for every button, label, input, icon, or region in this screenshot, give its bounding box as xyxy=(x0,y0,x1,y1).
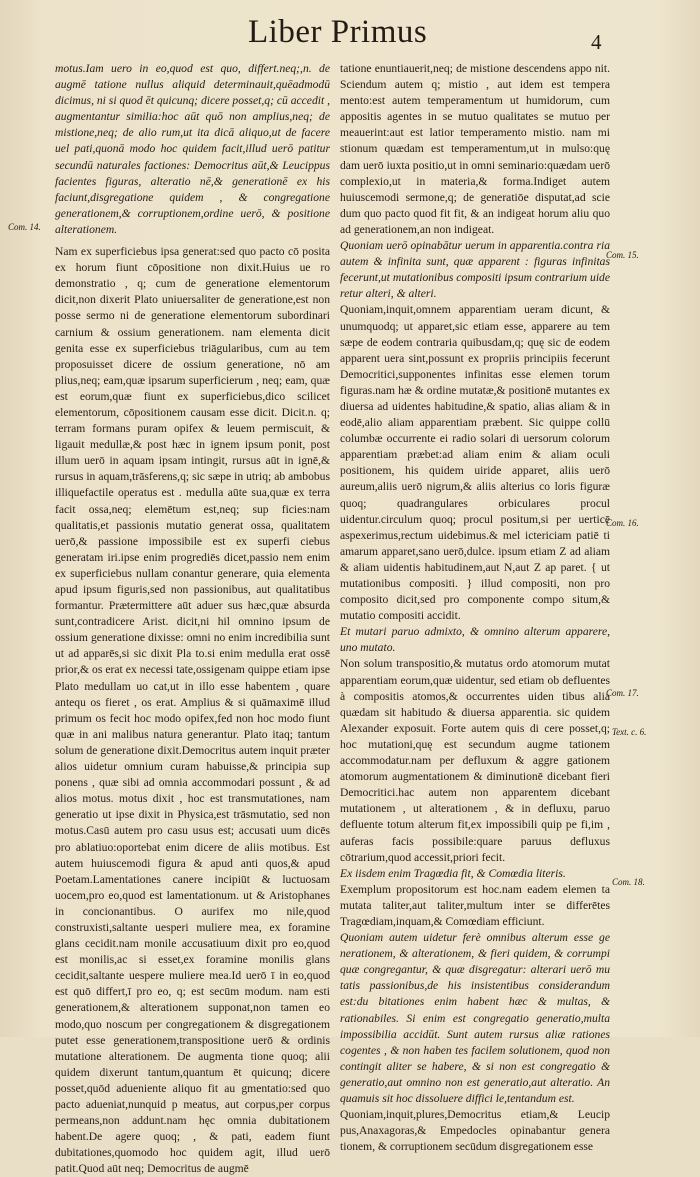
running-head: Liber Primus xyxy=(248,14,428,50)
left-column xyxy=(55,61,330,1177)
margin-note-com18: Com. 18. xyxy=(612,877,645,887)
text-lemma: Et mutari paruo admixto, & omnino alterum apparere, uno mutato. xyxy=(340,625,610,655)
text-lemma: Quoniam autem uidetur ferè omnibus alterum esse ge nerationem, & alterationem, & fieri quidem, & corrumpi quæ congregantur, & quæ disgregatur: alterari uerō mu tatis passionibus,de his insistentibus considerandum est:du bitationes enim habent hæc & multas, & rationabiles. Si enim est congregatio generatio,multa impossibilia accidūt. Sunt autem rursus aliæ rationes cogentes , & non haben tes facilem solutionem, quod non contingit aliter se habere, & si non est congregatio & generatio,aut omnino non est generatio,aut alteratio. An quamuis sit hoc dissoluere diffici le,tentandum est. xyxy=(340,931,610,1105)
commentary-paragraph: Non solum transpositio,& mutatus ordo atomorum mutat apparentiam eorum,quæ uidentur, sed etiam ob defluentes à compositis atomos,& occurrentes uiden tibus alia quædam sit habitudo & diuersa apparentia. sic quidem Alexander exposuit. Forte autem quis di cere posset,q; hoc mutationi,quę est secundum augme tationem accommodatur.nam per defluxum & aggre gationem atomorum augmentationem & diminutionē dicebant fieri Democritici.hac autem non apparentem dicebant mutationem , ut alterationem , & in defluxu, paruo defluente totum alterum fit,ex impossibili quip pe fi,im , auferas facis possibile:quare paruus defluxus cōtrarium,quod accessit,priori fecit. xyxy=(340,657,610,864)
margin-note-com16: Com. 16. xyxy=(606,518,639,528)
margin-note-com14: Com. 14. xyxy=(8,222,41,232)
margin-note-com17: Com. 17. xyxy=(606,688,639,698)
commentary-paragraph: Quoniam,inquit,omnem apparentiam ueram dicunt, & unumquodq; ut apparet,sic etiam esse, apparere au tem sæpe de eodem contraria quibusdam,q; quę sic de eodem apparent uera sint,possunt ex propriis principiis fecerunt Democritici,supponentes infinitas esse elemen torum figuras.nam hæ & ordine mutatæ,& positionē mutantes ex diuersa ad uidentes habitudine,& spatio, alias aliam & in eodē,alio aliam apparentiam præbent. Sic quippe collū columbæ occurrente ei radio solari di uersorum colorum apparentiam præbet:ad aliam enim & aliam oculi positionem, his quidem uiride apparet, aliis uerō aureum,aliis uerō nigrum,& aliis alterius co loris figuræ quoq; quadrangulares orbiculares procul uidentur.circulum quoq; procul positum,si per uerticē aspexerimus,rectum uidebimus.& mel ictericiam patiē ti amarum apparet,sano uerō,dulce. ipsum etiam Z ad aliam & aliam uidentis habitudinem,aut N,aut Z ap paret. { ut mutationibus compositi. } illud compositi, non pro composito dicit,sed pro componente compo situm,& mutatio compositi accidit. xyxy=(340,303,610,623)
text-lemma: Ex iisdem enim Tragœdia fit, & Comœdia literis. xyxy=(340,866,566,880)
page-number: 4 xyxy=(591,30,602,54)
commentary-paragraph: tatione enuntiauerit,neq; de mistione descendens appo nit. Sciendum autem q; mistio , aut idem est tempera mento:est autem temperamentum ut humidorum, cum appositis agentes in se mutuo qualitates se mutuo per meauerint:aut est latior temperamento mistio. nam mi stionum quædam est temperamentum,ut in mulso:quę dam uerō iuxta positio,ut in omni seminario:quædam uerō complexio,ut in materia,& forma.Indiget autem huiuscemodi sermone,q; de generatiōe disputat,ad scie dum quo pacto quod fit fit, & an indigeat horum aliu quo ad generationem,an non indigeat. xyxy=(340,62,610,236)
margin-note-text-c6: Text. c. 6. xyxy=(612,727,647,737)
commentary-paragraph: Exemplum propositorum est hoc.nam eadem elemen ta mutata taliter,aut taliter,multum inter se differētes Tragœdiam,inquam,& Comœdiam efficiunt. xyxy=(340,882,610,928)
text-lemma: Quoniam uerō opinabātur uerum in apparentia.contra ria autem & infinita sunt, quæ apparent : figuras infinitas fecerunt,ut mutationibus compositi ipsum contrarium uide retur alteri, & alteri. xyxy=(340,239,610,301)
commentary-paragraph: Nam ex superficiebus ipsa generat:sed quo pacto cō posita ex horum fiunt cōpositione non dixit.Huius ue ro demonstratio , q; cum de generatione elementorum dicit,non dixerit Plato uniuersaliter de generatione,est non posse sermo ni de generatione elementorum subordinari carnium & ossium generationem. nam elementa dicit genita esse ex superficiebus triāgularibus, cum au tem proposuisset dicere de ossium generatione, nō am plius,neq; eam,quæ ipsarum superficierum , neq; eam, quæ est eorum,quæ fiunt ex superficiebus,dico scilicet elementorum, cōpositionem causam esse dicit. Dicit.n. q; terram formans puram opifex & leuem permiscuit, & ligauit medullæ,& post hæc in ignem ipsum ponit, post illum uerō in aquam ipsam intingit, rursus aūt in ignē,& rursus in aquam,trāsferens,q; sic sæpe in utriq; ab ambobus illiquefactile operatus est . medulla aūte sua,quæ ex terra facit ossa,neq; elemētum est,neq; sup ficies:nam qualitatis,et passionis mutatio generat ossa, qualitatem uerō,& passione impossibile est ex superfi ciebus generatam iri.ipse enim progrediēs dicet,passio nem enim ex superficiebus nullam conantur generare, quia elementa apud ipsum figuris,sed non passionibus, aut qualitatibus formantur. Prætermittere aūt aduer sus hæc,quæ absurda sunt,contradicere Arist. dicit,ni hil omnino ipsum de ossium generatione dixisse: omni no enim incredibilia sunt ut ad apparēs,si sic dixit Pla to.si enim medulla erat ossē prior,& os erat ex necessi tate,ossigenam quippe etiam ipse Plato medullam uo cat,ut in illo esse habentem , quare antequ os fieret , os erat. Amplius & si quāmaximē illud primum os fecit hoc modo opifex,fed non hoc modo fiunt quæ in ani malibus natura generantur. Plato itaq; tantum solum de generatione dixit.Democritus autem inquit præter alios uidetur omnium curam habuisse,& principia sup ponens , quæ sibi ad omnia accommodari possunt , & ad alios motus. motus dixit , hoc est transmutationes, nam generatio ut ipse dixit in Physica,est trāsmutatio, sed non motus.Casū autem pro casu usus est; accusati uum dicēs pro ablatiuo:oportebat enim dicere de aliis motibus. Est autem huiuscemodi figura & apud anti quos,& apud Poetam.Lamentationes canere incipiūt & luctuosam uocem,pro eo,quod est lamentationum. ut & Aristophanes in concionantibus. O aurifex mo nile,quod construxisti,saltante uesperi muliere mea, ex foramine glans cecidit.nam monile accusatiuum dixit pro eo,quod est monilis,ac si esset,ex foramine monilis glans cecidit,saltante uespere muliere mea.Id uerō ī in eo,quod est quō differt,ī pro eo, q; est secūm modum. nam esti generationem,& alterationem supponat,non tamen eo modo,quo noscum per congregationem & disgregationem putet esse generationem,transpositione uerō & ordinis mutatione alterationem. De augmenta tione quoq; alii quidem dixerunt tantum,quantum ēt quicunq; dicere posset,quōd adueniente aliquo fit au gmentatio:sed quo pacto adueniat,nunquid p meatus, aut corpus,per corpus permeans,non addunt.nam hęc omnia dubitationem habent.De agere quoq; , & pati, eadem fiunt dubitationes,quomodo hoc quidem agit, illud uerō patit.Quod aūt neq; Democritus de augmē xyxy=(55,245,330,1176)
margin-note-com15: Com. 15. xyxy=(606,250,639,260)
right-column xyxy=(340,61,610,1155)
commentary-paragraph: Quoniam,inquit,plures,Democritus etiam,& Leucip pus,Anaxagoras,& Empedocles opinabantur genera tionem, & corruptionem secūdum disgregationem esse xyxy=(340,1108,610,1154)
commentary-lemma: motus.Iam uero in eo,quod est quo, differt.neq;,n. de augmē tatione nullus aliquid determinauit,quēadmodū dicimus, ni si quod ēt quicunq; dicere posset,q; cū accedit , augmentantur similia:hoc aūt quō non amplius,neq; de mistione,neq; de alio rum,ut ita dicā aliquo,ut de facere uel pati,quonā modo hoc quidem facit,illud uerō patitur secundū naturales factiones: Democritus aūt,& Leucippus facientes figuras, alteratio nē,& generationē ex his faciunt,disgregatione quidem , & congregatione generationem,& corruptionem,ordine uerō, & positione alterationem. xyxy=(55,62,330,236)
